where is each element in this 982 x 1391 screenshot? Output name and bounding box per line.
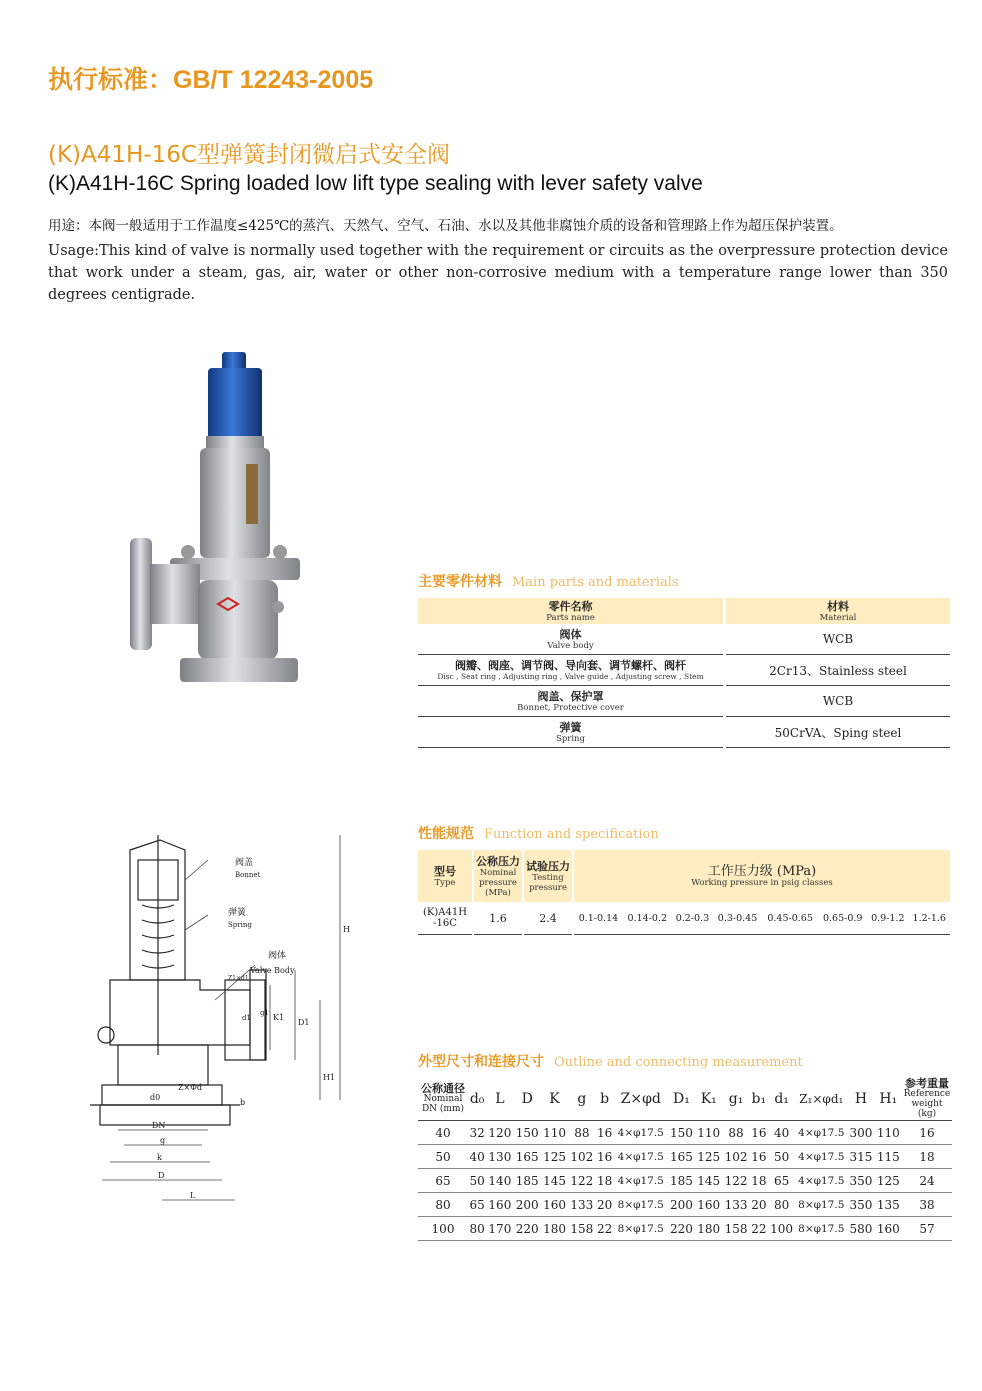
usage-text-en: Usage:This kind of valve is normally used together with the requirement or circuits as the overpressure protection device that work under a steam, gas, air, water or other non-corrosive medium with a temperature range lower than 350 degrees centigrade. bbox=[48, 243, 948, 303]
dim-DN: DN bbox=[152, 1121, 166, 1130]
table-cell: 16 bbox=[750, 1121, 768, 1145]
table-cell: 200 bbox=[668, 1193, 695, 1217]
dim-k: k bbox=[157, 1153, 162, 1162]
table-row: (K)A41H -16C 1.6 2.4 0.1-0.14 0.14-0.2 0.2-0.3 0.3-0.45 0.45-0.65 0.65-0.9 0.9-1.2 1.2-1.6 bbox=[418, 902, 950, 935]
dim-H1: H1 bbox=[323, 1073, 336, 1082]
col-header: d₀ bbox=[468, 1078, 486, 1121]
col-header: H bbox=[847, 1078, 874, 1121]
standard-heading: 执行标准：GB/T 12243-2005 bbox=[48, 66, 374, 94]
product-title-en: (K)A41H-16C Spring loaded low lift type sealing with lever safety valve bbox=[48, 172, 703, 195]
table-cell: 8×φ17.5 bbox=[795, 1217, 847, 1241]
valve-cross-section-drawing bbox=[90, 830, 360, 1215]
table-cell: 110 bbox=[695, 1121, 722, 1145]
table-cell: 100 bbox=[418, 1217, 468, 1241]
table-cell: 16 bbox=[750, 1145, 768, 1169]
table-cell: 16 bbox=[902, 1121, 952, 1145]
table-cell: 300 bbox=[847, 1121, 874, 1145]
table-cell: 110 bbox=[875, 1121, 902, 1145]
table-cell: 57 bbox=[902, 1217, 952, 1241]
table-cell: 8×φ17.5 bbox=[614, 1217, 668, 1241]
col-header: g₁ bbox=[722, 1078, 749, 1121]
table-row: 阀盖、保护罩 Bonnet, Protective cover WCB bbox=[418, 686, 950, 717]
col-weight-header: 参考重量 Reference weight (kg) bbox=[903, 1077, 951, 1119]
table-cell: 350 bbox=[847, 1193, 874, 1217]
dim-Z1d1: Z1×d1 bbox=[228, 975, 249, 982]
spec-section-heading bbox=[418, 823, 659, 843]
col-header: g bbox=[568, 1078, 595, 1121]
table-row: 弹簧 Spring 50CrVA、Sping steel bbox=[418, 717, 950, 748]
col-header: Z×φd bbox=[614, 1078, 668, 1121]
table-cell: 65 bbox=[418, 1169, 468, 1193]
table-cell: 165 bbox=[514, 1145, 541, 1169]
table-cell: 150 bbox=[668, 1121, 695, 1145]
table-cell: 50 bbox=[768, 1145, 795, 1169]
table-cell: 65 bbox=[468, 1193, 486, 1217]
table-cell: 102 bbox=[568, 1145, 595, 1169]
spring-label-en: Spring bbox=[228, 921, 252, 929]
table-cell: 32 bbox=[468, 1121, 486, 1145]
table-cell: 130 bbox=[486, 1145, 513, 1169]
table-cell: 8×φ17.5 bbox=[614, 1193, 668, 1217]
table-row: 阀瓣、阀座、调节阀、导向套、调节螺杆、阀杆 Disc , Seat ring , Adjusting ring , Valve guide , Adjusting screw , Stem 2Cr13、Stainless steel bbox=[418, 655, 950, 686]
valve-photo bbox=[110, 352, 310, 712]
col-type-header: 型号 Type bbox=[418, 850, 472, 902]
table-cell: 315 bbox=[847, 1145, 874, 1169]
table-cell: 160 bbox=[875, 1217, 902, 1241]
table-cell: 115 bbox=[875, 1145, 902, 1169]
table-cell: 220 bbox=[668, 1217, 695, 1241]
table-cell: 22 bbox=[750, 1217, 768, 1241]
table-cell: 125 bbox=[541, 1145, 568, 1169]
col-header: Z₁×φd₁ bbox=[795, 1078, 847, 1121]
table-cell: 102 bbox=[722, 1145, 749, 1169]
table-cell: 580 bbox=[847, 1217, 874, 1241]
col-header: b bbox=[596, 1078, 614, 1121]
table-cell: 180 bbox=[695, 1217, 722, 1241]
dimensions-table bbox=[418, 1078, 952, 1241]
table-cell: 20 bbox=[750, 1193, 768, 1217]
table-cell: 88 bbox=[722, 1121, 749, 1145]
table-cell: 4×φ17.5 bbox=[795, 1169, 847, 1193]
table-cell: 150 bbox=[514, 1121, 541, 1145]
bonnet-label-en: Bonnet bbox=[235, 871, 261, 879]
col-header: D₁ bbox=[668, 1078, 695, 1121]
parts-heading-cn: 主要零件材料 bbox=[418, 574, 502, 590]
spring-label-cn: 弹簧 bbox=[228, 908, 247, 918]
table-cell: 18 bbox=[596, 1169, 614, 1193]
table-row bbox=[418, 1145, 952, 1169]
table-cell: 40 bbox=[468, 1145, 486, 1169]
dim-D1: D1 bbox=[298, 1018, 310, 1027]
col-header: K₁ bbox=[695, 1078, 722, 1121]
table-cell: 122 bbox=[722, 1169, 749, 1193]
col-working-header: 工作压力级 (MPa) Working pressure in psig classes bbox=[574, 850, 950, 902]
dim-H: H bbox=[343, 925, 350, 934]
table-cell: 165 bbox=[668, 1145, 695, 1169]
table-row: 阀体 Valve body WCB bbox=[418, 624, 950, 655]
dim-g: g bbox=[160, 1136, 166, 1145]
table-cell: 158 bbox=[722, 1217, 749, 1241]
usage-text-cn: 用途：本阀一般适用于工作温度≤425℃的蒸汽、天然气、空气、石油、水以及其他非腐蚀介质的设备和管理路上作为超压保护装置。 bbox=[48, 218, 843, 234]
dim-L: L bbox=[190, 1191, 196, 1200]
col-testing-header: 试验压力 Testing pressure bbox=[524, 850, 572, 902]
table-cell: 88 bbox=[568, 1121, 595, 1145]
table-cell: 160 bbox=[541, 1193, 568, 1217]
spec-heading-en: Function and specification bbox=[484, 827, 659, 842]
table-cell: 80 bbox=[468, 1217, 486, 1241]
parts-heading-en: Main parts and materials bbox=[512, 575, 679, 590]
table-cell: 110 bbox=[541, 1121, 568, 1145]
dim-K1: K1 bbox=[273, 1013, 285, 1022]
col-header: K bbox=[541, 1078, 568, 1121]
table-cell: 4×φ17.5 bbox=[795, 1121, 847, 1145]
table-cell: 122 bbox=[568, 1169, 595, 1193]
table-cell: 8×φ17.5 bbox=[795, 1193, 847, 1217]
bonnet-label-cn: 阀盖 bbox=[235, 858, 254, 868]
table-cell: 24 bbox=[902, 1169, 952, 1193]
table-cell: 185 bbox=[668, 1169, 695, 1193]
table-row bbox=[418, 1217, 952, 1241]
table-cell: 133 bbox=[722, 1193, 749, 1217]
table-row bbox=[418, 1121, 952, 1145]
table-cell: 38 bbox=[902, 1193, 952, 1217]
col-header: L bbox=[486, 1078, 513, 1121]
table-cell: 220 bbox=[514, 1217, 541, 1241]
table-cell: 120 bbox=[486, 1121, 513, 1145]
parts-materials-table bbox=[418, 598, 950, 748]
table-cell: 158 bbox=[568, 1217, 595, 1241]
table-cell: 180 bbox=[541, 1217, 568, 1241]
dim-Zd: Z×Φd bbox=[178, 1083, 202, 1092]
table-cell: 40 bbox=[418, 1121, 468, 1145]
table-cell: 160 bbox=[486, 1193, 513, 1217]
col-header: H₁ bbox=[875, 1078, 902, 1121]
table-row bbox=[418, 1193, 952, 1217]
table-cell: 16 bbox=[596, 1121, 614, 1145]
table-cell: 80 bbox=[768, 1193, 795, 1217]
table-cell: 145 bbox=[695, 1169, 722, 1193]
col-header: b₁ bbox=[750, 1078, 768, 1121]
table-cell: 133 bbox=[568, 1193, 595, 1217]
table-cell: 170 bbox=[486, 1217, 513, 1241]
col-material-header: 材料 Material bbox=[726, 598, 950, 624]
table-cell: 18 bbox=[902, 1145, 952, 1169]
table-cell: 80 bbox=[418, 1193, 468, 1217]
dim-d0: d0 bbox=[150, 1093, 161, 1102]
table-cell: 20 bbox=[596, 1193, 614, 1217]
table-cell: 125 bbox=[695, 1145, 722, 1169]
table-row bbox=[418, 1169, 952, 1193]
dims-heading-cn: 外型尺寸和连接尺寸 bbox=[418, 1054, 544, 1070]
dim-D: D bbox=[158, 1171, 165, 1180]
parts-section-heading bbox=[418, 571, 679, 591]
table-cell: 160 bbox=[695, 1193, 722, 1217]
table-cell: 100 bbox=[768, 1217, 795, 1241]
table-cell: 50 bbox=[418, 1145, 468, 1169]
col-dn-header: 公称通径 Nominal DN (mm) bbox=[418, 1078, 468, 1121]
table-cell: 140 bbox=[486, 1169, 513, 1193]
table-cell: 4×φ17.5 bbox=[614, 1121, 668, 1145]
table-cell: 4×φ17.5 bbox=[614, 1169, 668, 1193]
product-title-cn: (K)A41H-16C型弹簧封闭微启式安全阀 bbox=[48, 142, 450, 168]
table-cell: 135 bbox=[875, 1193, 902, 1217]
body-label-cn: 阀体 bbox=[268, 951, 287, 961]
body-label-en: Valve Body bbox=[250, 966, 295, 975]
table-cell: 350 bbox=[847, 1169, 874, 1193]
col-header: d₁ bbox=[768, 1078, 795, 1121]
table-cell: 50 bbox=[468, 1169, 486, 1193]
spec-heading-cn: 性能规范 bbox=[418, 826, 474, 842]
table-cell: 65 bbox=[768, 1169, 795, 1193]
table-cell: 4×φ17.5 bbox=[614, 1145, 668, 1169]
dim-d1: d1 bbox=[242, 1014, 251, 1022]
table-cell: 18 bbox=[750, 1169, 768, 1193]
col-part-header: 零件名称 Parts name bbox=[418, 598, 723, 624]
table-cell: 200 bbox=[514, 1193, 541, 1217]
col-nominal-header: 公称压力 Nominal pressure (MPa) bbox=[474, 850, 522, 902]
table-cell: 125 bbox=[875, 1169, 902, 1193]
table-cell: 16 bbox=[596, 1145, 614, 1169]
dims-heading-en: Outline and connecting measurement bbox=[554, 1055, 803, 1070]
table-cell: 22 bbox=[596, 1217, 614, 1241]
table-cell: 185 bbox=[514, 1169, 541, 1193]
spec-table bbox=[418, 850, 950, 935]
table-cell: 40 bbox=[768, 1121, 795, 1145]
table-cell: 4×φ17.5 bbox=[795, 1145, 847, 1169]
table-cell: 145 bbox=[541, 1169, 568, 1193]
dims-section-heading bbox=[418, 1051, 803, 1071]
dim-b: b bbox=[240, 1098, 246, 1107]
dim-g1: g1 bbox=[260, 1009, 269, 1017]
col-header: D bbox=[514, 1078, 541, 1121]
